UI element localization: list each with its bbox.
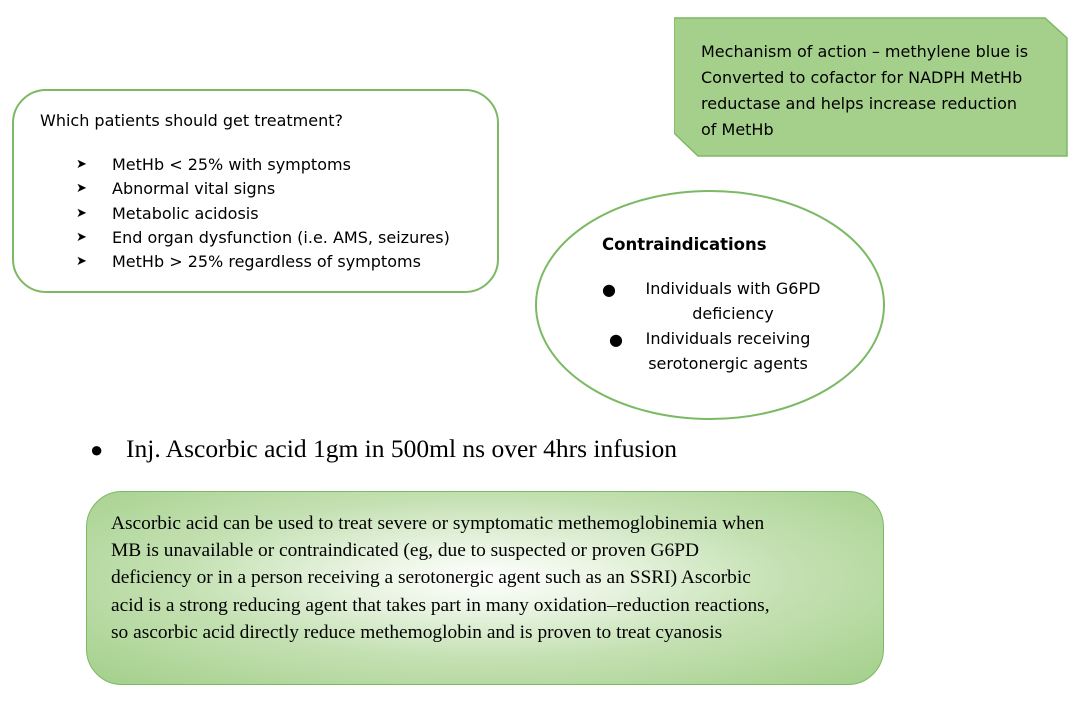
bullet-icon: ● [602, 280, 616, 299]
arrow-bullet-icon: ➤ [76, 157, 87, 172]
ascorbic-acid-box [86, 491, 884, 685]
treatment-list [76, 153, 450, 274]
bullet-icon: ● [90, 437, 104, 462]
treatment-box [12, 89, 499, 293]
ascorbic-acid-text: Ascorbic acid can be used to treat severe or symptomatic methemoglobinemia when MB is unavailable or contraindicated (eg, due to suspected or proven G6PD deficiency or in a person receiving a serotonergic agent such as an SSRI) Ascorbic acid is a strong reducing agent that takes part in many oxidation–reduction reactions, so ascorbic acid directly reduce methemoglobin and is proven to treat cyanosis [111, 513, 770, 643]
infusion-line [90, 434, 677, 464]
contraindications-ellipse [535, 190, 887, 422]
contraindication-item-serotonergic: Individuals receiving serotonergic agents [645, 329, 811, 373]
treatment-title: Which patients should get treatment? [40, 111, 343, 130]
list-item: ➤ End organ dysfunction (i.e. AMS, seizures) [76, 226, 450, 250]
arrow-bullet-icon: ➤ [76, 181, 87, 197]
arrow-bullet-icon: ➤ [76, 229, 87, 245]
bullet-icon: ● [609, 330, 623, 349]
list-item: ➤ MetHb < 25% with symptoms [76, 153, 450, 177]
arrow-bullet-icon: ➤ [76, 205, 87, 221]
list-item: ➤ MetHb > 25% regardless of symptoms [76, 250, 450, 274]
contraindication-item-g6pd: Individuals with G6PD deficiency [645, 279, 821, 323]
contraindications-title: Contraindications [602, 235, 767, 254]
list-item: ➤ Metabolic acidosis [76, 202, 450, 226]
infusion-text: Inj. Ascorbic acid 1gm in 500ml ns over 4hrs infusion [126, 434, 678, 463]
arrow-bullet-icon: ➤ [76, 254, 87, 270]
mechanism-text: Mechanism of action – methylene blue is Converted to cofactor for NADPH MetHb reductase and helps increase reduction of MetHb [701, 42, 1029, 139]
list-item: ➤ Abnormal vital signs [76, 177, 450, 201]
mechanism-box [674, 17, 1068, 157]
